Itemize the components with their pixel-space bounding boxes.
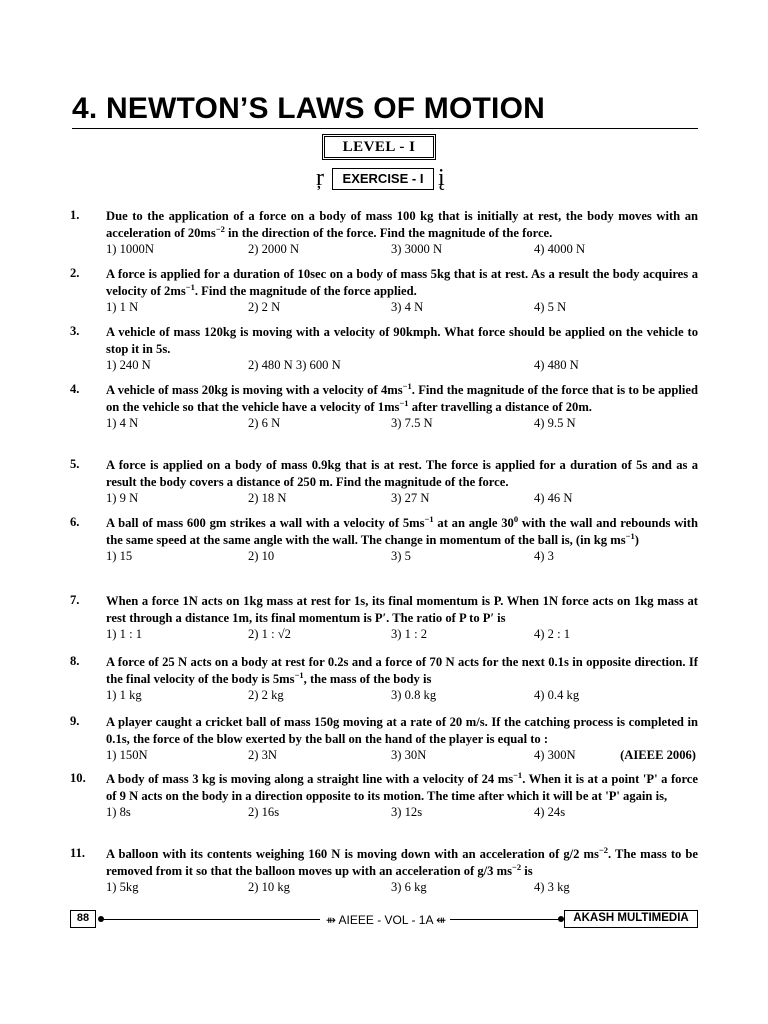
answer-option: 2) 16s [248,805,280,820]
answer-option: 3) 1 : 2 [391,627,428,642]
question-item [70,771,698,821]
question-number: 8. [70,654,80,668]
question-number: 1. [70,208,80,222]
answer-options [106,415,698,432]
exam-reference: (AIEEE 2006) [620,748,696,763]
answer-option: 3) 0.8 kg [391,688,437,703]
answer-option: 1) 1 N [106,300,139,315]
question-text: A force is applied for a duration of 10sec on a body of mass 5kg that is at rest. As a result the body acquires a velocity of $2ms^{-1}$. Find the magnitude of the force applied. [106,267,698,298]
answer-option: 4) 480 N [534,358,579,373]
answer-option: 1) 1000N [106,242,154,257]
answer-option: 4) 9.5 N [534,416,576,431]
answer-option: 4) 3 [534,549,554,564]
answer-options [106,804,698,821]
answer-option: 4) 3 kg [534,880,570,895]
decorative-bracket-icon: į [438,165,445,191]
answer-option: 2) 2000 N [248,242,300,257]
question-text: Due to the application of a force on a body of mass 100 kg that is initially at rest, the body moves with an acceleration of $20ms^{-2}$ in the direction of the force. Find the magnitude of the force. [106,209,698,240]
exercise-heading: EXERCISE - I [332,168,434,190]
question-text: A body of mass 3 kg is moving along a straight line with a velocity of 24 $ms^{-1}$. When it is at a point 'P' a force of 9 N acts on the body in a direction opposite to its motion. The time after which it will be at 'P' again is, [106,769,698,803]
answer-options [106,879,698,896]
question-item [70,324,698,374]
question-text: A force of 25 N acts on a body at rest for 0.2s and a force of 70 N acts for the next 0.1s in opposite direction. If the final velocity of the body is $5ms^{-1}$, the mass of the body is [106,655,698,686]
question-item [70,266,698,316]
question-number: 6. [70,515,80,529]
answer-option: 1) 4 N [106,416,139,431]
answer-option: 2) 3N [248,748,278,763]
answer-option: 1) 8s [106,805,131,820]
page-footer [70,910,698,930]
answer-options [106,626,698,643]
answer-option: 2) 6 N [248,416,281,431]
question-number: 5. [70,457,80,471]
answer-option: 1) 150N [106,748,148,763]
answer-option: 2) 2 kg [248,688,284,703]
publisher-name: AKASH MULTIMEDIA [564,910,698,928]
answer-option: 4) 0.4 kg [534,688,580,703]
answer-options [106,490,698,507]
question-text: A ball of mass 600 gm strikes a wall with a velocity of $5ms^{-1}$ at an angle $30^0$ with the wall and rebounds with the same speed at the same angle with the wall. The change in momentum of the ball is, (in kg $ms^{-1}$) [106,513,699,547]
answer-option: 2) 1 : √2 [248,627,291,642]
question-number: 7. [70,593,80,607]
answer-option: 2) 10 [248,549,275,564]
question-number: 4. [70,382,80,396]
question-item [70,593,698,643]
answer-option: 1) 1 kg [106,688,142,703]
answer-option: 3) 6 kg [391,880,427,895]
answer-option: 1) 1 : 1 [106,627,143,642]
answer-option: 1) 9 N [106,491,139,506]
answer-option: 4) 5 N [534,300,567,315]
question-item [70,208,698,258]
answer-options [106,687,698,704]
answer-option: 1) 15 [106,549,133,564]
level-heading: LEVEL - I [322,134,436,160]
answer-options [106,747,698,764]
exercise-heading-group [312,166,456,194]
page-number: 88 [70,910,96,928]
question-text: When a force 1N acts on 1kg mass at rest for 1s, its final momentum is P. When 1N force acts on 1kg mass at rest through a distance 1m, its final momentum is P′. The ratio of P to P′ is [106,594,698,625]
question-text: A balloon with its contents weighing 160 N is moving down with an acceleration of g/2 $ms^{-2}$. The mass to be removed from it so that the balloon moves up with an acceleration of g/3 $ms^{-2}$ is [106,844,698,878]
question-text: A force is applied on a body of mass 0.9kg that is at rest. The force is applied for a duration of 5s and as a result the body covers a distance of 250 m. Find the magnitude of the force. [106,458,698,489]
question-text: A vehicle of mass 120kg is moving with a velocity of 90kmph. What force should be applied on the vehicle to stop it in 5s. [106,325,698,356]
answer-option: 1) 5kg [106,880,139,895]
question-text: A player caught a cricket ball of mass 150g moving at a rate of 20 m/s. If the catching process is completed in 0.1s, the force of the blow exerted by the ball on the hand of the player is equal to : [106,715,698,746]
answer-option: 4) 300N [534,748,576,763]
page-title: 4. NEWTON’S LAWS OF MOTION [72,92,698,129]
decorative-bracket-icon: ŗ [316,165,324,191]
question-item [70,515,698,565]
question-text: A vehicle of mass 20kg is moving with a velocity of $4ms^{-1}$. Find the magnitude of the force that is to be applied on the vehicle so that the vehicle have a velocity of $1ms^{-1}$ after travelling a distance of 20m. [106,380,699,414]
question-item [70,457,698,507]
answer-option: 4) 2 : 1 [534,627,571,642]
answer-options [106,241,698,258]
question-number: 11. [70,846,86,860]
answer-option: 2) 2 N [248,300,281,315]
answer-options [106,548,698,565]
question-number: 9. [70,714,80,728]
answer-option: 3) 5 [391,549,411,564]
question-number: 3. [70,324,80,338]
footer-rule [450,919,562,920]
answer-option: 2) 18 N [248,491,287,506]
answer-option: 1) 240 N [106,358,151,373]
series-label: ⇻ AIEEE - VOL - 1A ⇺ [325,913,447,927]
footer-rule [100,919,320,920]
answer-option: 4) 4000 N [534,242,586,257]
answer-options [106,357,698,374]
question-item [70,654,698,704]
answer-option: 3) 4 N [391,300,424,315]
answer-option: 3) 3000 N [391,242,443,257]
question-item [70,846,698,896]
question-item [70,714,698,764]
answer-option: 4) 24s [534,805,566,820]
answer-option: 4) 46 N [534,491,573,506]
answer-option: 3) 27 N [391,491,430,506]
answer-option: 3) 12s [391,805,423,820]
question-number: 10. [70,771,86,785]
answer-option: 3) 30N [391,748,427,763]
question-item [70,382,698,432]
question-number: 2. [70,266,80,280]
answer-option: 2) 480 N 3) 600 N [248,358,341,373]
answer-option: 2) 10 kg [248,880,290,895]
answer-options [106,299,698,316]
answer-option: 3) 7.5 N [391,416,433,431]
